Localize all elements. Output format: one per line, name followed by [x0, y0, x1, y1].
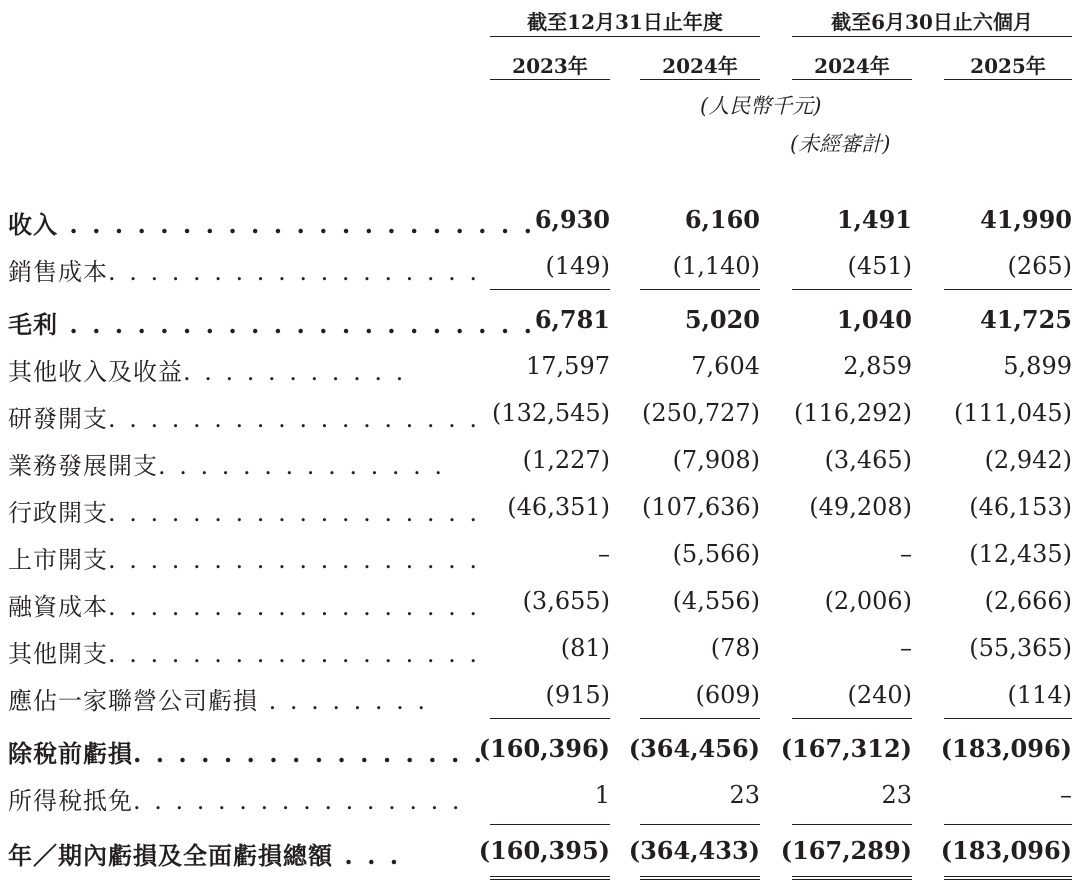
cell-h2024: (451): [847, 252, 912, 280]
cell-fy2023: (81): [560, 634, 610, 662]
cell-fy2024: (364,433): [628, 836, 760, 865]
cell-h2025: (183,096): [940, 836, 1072, 865]
subtotal-rule-8: [944, 718, 1072, 719]
row-label: [8, 734, 485, 769]
row-label-text: 銷售成本: [8, 258, 108, 286]
cell-fy2024: 5,020: [684, 305, 760, 334]
dot-leader: . . . . . . . . . . . . . . . . . . . . .: [58, 210, 535, 239]
row-label: [8, 587, 480, 622]
subtotal-rule-11: [792, 824, 912, 825]
cell-fy2024: 6,160: [684, 205, 760, 234]
cell-h2025: (2,942): [984, 446, 1072, 474]
cell-fy2024: 23: [729, 781, 760, 809]
cell-fy2024: (5,566): [672, 540, 760, 568]
cell-fy2023: (132,545): [492, 399, 610, 427]
cell-h2025: (12,435): [969, 540, 1072, 568]
subtotal-rule-12: [944, 824, 1072, 825]
row-label-text: 除稅前虧損: [8, 739, 133, 768]
cell-fy2023: 6,781: [534, 305, 610, 334]
dot-leader: . . . . . . . . . . . . . . . . . .: [108, 546, 481, 574]
cell-h2024: (116,292): [794, 399, 912, 427]
row-label: [8, 399, 480, 434]
subtotal-rule-6: [640, 718, 760, 719]
row-label-text: 年／期內虧損及全面虧損總額: [8, 841, 333, 870]
row-label-text: 行政開支: [8, 499, 108, 527]
row-label-text: 研發開支: [8, 405, 108, 433]
cell-h2025: (55,365): [969, 634, 1072, 662]
cell-h2025: 41,990: [980, 205, 1072, 234]
row-label: [8, 540, 480, 575]
row-label: [8, 493, 480, 528]
row-label-text: 其他開支: [8, 640, 108, 668]
cell-fy2024: (4,556): [672, 587, 760, 615]
dot-leader: . . . . . . . . . . . . . . . .: [133, 787, 463, 815]
row-label: [8, 252, 480, 287]
row-label: [8, 352, 406, 387]
dot-leader: . . . . . . . . . . . . . . . .: [133, 739, 486, 768]
subtotal-rule-4: [944, 289, 1072, 290]
dot-leader: . . . . . . . . . . . . . . . . . . . . .: [58, 310, 535, 339]
cell-h2025: 41,725: [980, 305, 1072, 334]
cell-h2025: (265): [1007, 252, 1072, 280]
header-year-2024-half: 2024年: [814, 54, 890, 78]
cell-h2025: (46,153): [969, 493, 1072, 521]
row-label-text: 其他收入及收益: [8, 358, 183, 386]
cell-h2024: (167,312): [780, 734, 912, 763]
cell-h2024: –: [900, 540, 912, 568]
dot-leader: . . . . . . . . . . . . . . . . . .: [108, 593, 481, 621]
cell-h2024: (2,006): [824, 587, 912, 615]
cell-fy2023: (1,227): [522, 446, 610, 474]
cell-h2025: (2,666): [984, 587, 1072, 615]
subtotal-rule-5: [490, 718, 610, 719]
cell-h2024: 23: [881, 781, 912, 809]
row-label: [8, 836, 401, 871]
row-label: [8, 205, 535, 240]
cell-fy2024: (1,140): [672, 252, 760, 280]
dot-leader: . . . . . . . . . . . . . .: [158, 452, 445, 480]
unaudited-note: (未經審計): [790, 132, 891, 156]
cell-fy2024: 7,604: [691, 352, 760, 380]
row-label-text: 收入: [8, 210, 58, 239]
dot-leader: . . . . . . . . . . . . . . . . . .: [108, 258, 481, 286]
cell-h2024: 1,040: [836, 305, 912, 334]
total-double-rule-1: [490, 876, 610, 880]
cell-fy2023: (46,351): [507, 493, 610, 521]
row-label: [8, 446, 445, 481]
row-label-text: 應佔一家聯營公司虧損: [8, 687, 258, 715]
header-year-2024-annual: 2024年: [662, 54, 738, 78]
cell-fy2024: (364,456): [628, 734, 760, 763]
total-double-rule-2: [640, 876, 760, 880]
cell-fy2023: 6,930: [534, 205, 610, 234]
header-group-year: 截至12月31日止年度: [527, 10, 723, 34]
row-label-text: 毛利: [8, 310, 58, 339]
cell-h2024: 1,491: [836, 205, 912, 234]
header-group-half: 截至6月30日止六個月: [831, 10, 1033, 34]
row-label-text: 融資成本: [8, 593, 108, 621]
cell-h2024: (240): [847, 681, 912, 709]
cell-fy2023: (915): [545, 681, 610, 709]
cell-fy2024: (107,636): [642, 493, 760, 521]
header-year-underline-4: [944, 79, 1072, 80]
cell-fy2023: –: [598, 540, 610, 568]
dot-leader: . . . . . . . . . . .: [183, 358, 407, 386]
row-label: [8, 681, 428, 716]
dot-leader: . . . . . . . .: [258, 687, 429, 715]
cell-fy2023: (160,395): [478, 836, 610, 865]
subtotal-rule-7: [792, 718, 912, 719]
dot-leader: . . . . . . . . . . . . . . . . . .: [108, 405, 481, 433]
row-label-text: 所得稅抵免: [8, 787, 133, 815]
cell-h2024: 2,859: [843, 352, 912, 380]
dot-leader: . . . . . . . . . . . . . . . . . .: [108, 499, 481, 527]
total-double-rule-3: [792, 876, 912, 880]
subtotal-rule-1: [490, 289, 610, 290]
header-group-half-underline: [792, 36, 1072, 37]
cell-fy2024: (250,727): [642, 399, 760, 427]
header-year-2023: 2023年: [512, 54, 588, 78]
cell-h2024: (49,208): [809, 493, 912, 521]
header-year-underline-3: [792, 79, 912, 80]
row-label: [8, 781, 463, 816]
dot-leader: . . . . . . . . . . . . . . . . . .: [108, 640, 481, 668]
subtotal-rule-2: [640, 289, 760, 290]
cell-h2025: (183,096): [940, 734, 1072, 763]
dot-leader: . . .: [333, 841, 402, 870]
header-year-underline-1: [490, 79, 610, 80]
cell-fy2023: (160,396): [478, 734, 610, 763]
cell-fy2023: (149): [545, 252, 610, 280]
subtotal-rule-10: [640, 824, 760, 825]
cell-fy2023: 1: [594, 781, 610, 809]
cell-h2024: (3,465): [824, 446, 912, 474]
cell-fy2024: (7,908): [672, 446, 760, 474]
subtotal-rule-9: [490, 824, 610, 825]
cell-h2025: (111,045): [954, 399, 1072, 427]
cell-fy2024: (78): [710, 634, 760, 662]
row-label: [8, 634, 480, 669]
cell-fy2024: (609): [695, 681, 760, 709]
row-label-text: 業務發展開支: [8, 452, 158, 480]
cell-h2025: 5,899: [1003, 352, 1072, 380]
total-double-rule-4: [944, 876, 1072, 880]
row-label-text: 上市開支: [8, 546, 108, 574]
cell-h2024: (167,289): [780, 836, 912, 865]
currency-unit: (人民幣千元): [700, 94, 822, 118]
cell-h2025: –: [1060, 781, 1072, 809]
cell-h2025: (114): [1007, 681, 1072, 709]
cell-fy2023: 17,597: [526, 352, 610, 380]
cell-h2024: –: [900, 634, 912, 662]
row-label: [8, 305, 535, 340]
header-year-2025-half: 2025年: [970, 54, 1046, 78]
cell-fy2023: (3,655): [522, 587, 610, 615]
header-group-year-underline: [490, 36, 760, 37]
subtotal-rule-3: [792, 289, 912, 290]
header-year-underline-2: [640, 79, 760, 80]
